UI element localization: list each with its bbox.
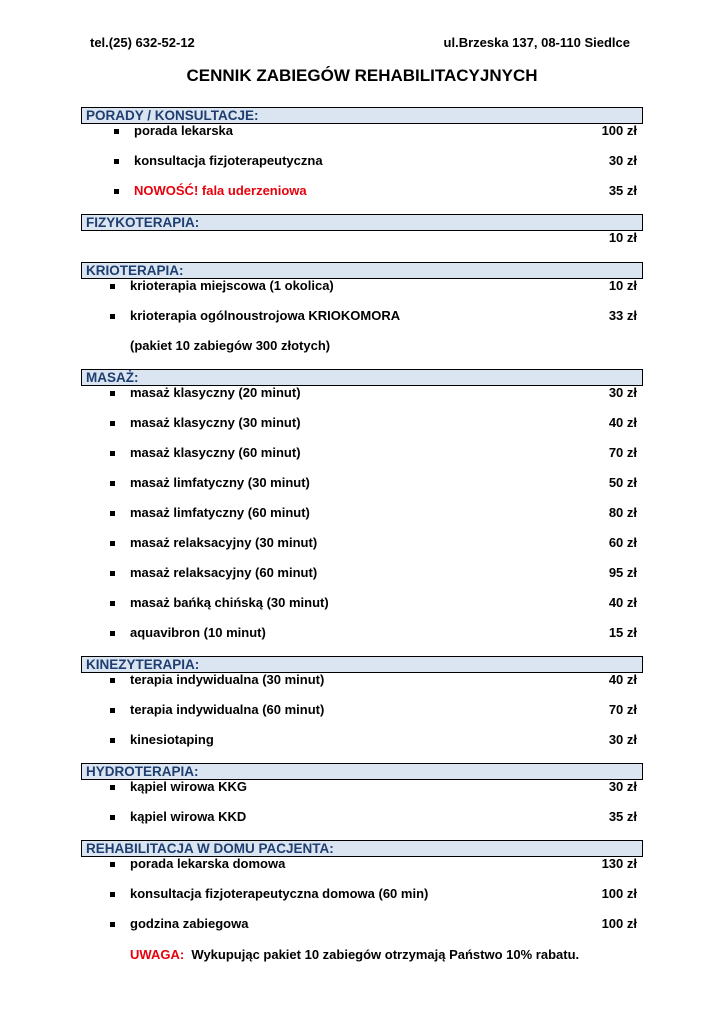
item-label: konsultacja fizjoterapeutyczna domowa (60 min) — [130, 886, 429, 901]
item-price: 40 zł — [608, 595, 637, 610]
item-label: masaż klasyczny (60 minut) — [130, 445, 301, 460]
item-price: 60 zł — [608, 535, 637, 550]
bullet-icon — [114, 189, 119, 194]
list-item — [0, 565, 724, 581]
item-price: 30 zł — [608, 779, 637, 794]
list-item — [0, 385, 724, 401]
list-item — [0, 475, 724, 491]
item-label: kąpiel wirowa KKD — [130, 809, 247, 824]
item-label: masaż relaksacyjny (60 minut) — [130, 565, 318, 580]
bullet-icon — [110, 738, 115, 743]
bullet-icon — [110, 314, 115, 319]
item-label: terapia indywidualna (30 minut) — [130, 672, 325, 687]
list-item — [0, 916, 724, 932]
discount-notice — [0, 947, 724, 963]
bullet-icon — [110, 421, 115, 426]
list-item — [0, 672, 724, 688]
notice-text: Wykupując pakiet 10 zabiegów otrzymają Państwo 10% rabatu. — [191, 947, 580, 962]
item-price: 35 zł — [608, 809, 637, 824]
list-item — [0, 886, 724, 902]
bullet-icon — [110, 481, 115, 486]
item-price: 40 zł — [608, 672, 637, 687]
bullet-icon — [110, 391, 115, 396]
item-price: 100 zł — [601, 886, 637, 901]
item-price: 15 zł — [608, 625, 637, 640]
item-price: 10 zł — [608, 278, 637, 293]
bullet-icon — [110, 451, 115, 456]
section-header-cryotherapy: KRIOTERAPIA: — [81, 262, 643, 279]
list-item — [0, 625, 724, 641]
bullet-icon — [110, 892, 115, 897]
list-item — [0, 809, 724, 825]
bullet-icon — [114, 159, 119, 164]
list-item — [0, 308, 724, 324]
list-item — [0, 595, 724, 611]
item-price: 50 zł — [608, 475, 637, 490]
section-header-kinesiotherapy: KINEZYTERAPIA: — [81, 656, 643, 673]
list-item — [0, 153, 724, 169]
bullet-icon — [110, 862, 115, 867]
phone-number: tel.(25) 632-52-12 — [90, 35, 195, 50]
item-label: masaż klasyczny (30 minut) — [130, 415, 301, 430]
item-label: porada lekarska — [134, 123, 234, 138]
section-header-massage: MASAŻ: — [81, 369, 643, 386]
item-price: 10 zł — [608, 230, 637, 245]
item-price: 40 zł — [608, 415, 637, 430]
item-label-new: NOWOŚĆ! fala uderzeniowa — [134, 183, 307, 198]
bullet-icon — [110, 785, 115, 790]
item-label: godzina zabiegowa — [130, 916, 249, 931]
section-header-home-rehabilitation: REHABILITACJA W DOMU PACJENTA: — [81, 840, 643, 857]
bullet-icon — [110, 511, 115, 516]
list-item — [0, 779, 724, 795]
list-item — [0, 445, 724, 461]
list-item — [0, 183, 724, 199]
list-item — [0, 123, 724, 139]
bullet-icon — [110, 541, 115, 546]
package-note-text: (pakiet 10 zabiegów 300 złotych) — [130, 338, 331, 353]
list-item — [0, 856, 724, 872]
notice-label: UWAGA: — [130, 947, 185, 962]
item-label: masaż bańką chińską (30 minut) — [130, 595, 329, 610]
notice-line — [130, 947, 579, 963]
bullet-icon — [110, 678, 115, 683]
item-label: kąpiel wirowa KKG — [130, 779, 248, 794]
item-label: masaż limfatyczny (60 minut) — [130, 505, 310, 520]
bullet-icon — [110, 601, 115, 606]
bullet-icon — [114, 129, 119, 134]
bullet-icon — [110, 922, 115, 927]
section-header-consultations: PORADY / KONSULTACJE: — [81, 107, 643, 124]
item-label: konsultacja fizjoterapeutyczna — [134, 153, 323, 168]
item-label: masaż klasyczny (20 minut) — [130, 385, 301, 400]
item-price: 100 zł — [601, 916, 637, 931]
list-item — [0, 505, 724, 521]
item-price: 30 zł — [608, 153, 637, 168]
item-price: 70 zł — [608, 445, 637, 460]
section-header-hydrotherapy: HYDROTERAPIA: — [81, 763, 643, 780]
item-price: 30 zł — [608, 732, 637, 747]
list-item — [0, 278, 724, 294]
address: ul.Brzeska 137, 08-110 Siedlce — [443, 35, 630, 50]
package-note — [0, 338, 724, 354]
bullet-icon — [110, 571, 115, 576]
item-price: 130 zł — [601, 856, 637, 871]
item-price: 35 zł — [608, 183, 637, 198]
bullet-icon — [110, 815, 115, 820]
item-price: 70 zł — [608, 702, 637, 717]
item-price: 95 zł — [608, 565, 637, 580]
item-price: 80 zł — [608, 505, 637, 520]
item-label: kinesiotaping — [130, 732, 214, 747]
item-price: 100 zł — [601, 123, 637, 138]
list-item — [0, 702, 724, 718]
item-label: masaż relaksacyjny (30 minut) — [130, 535, 318, 550]
section-header-physiotherapy: FIZYKOTERAPIA: — [81, 214, 643, 231]
list-item — [0, 230, 724, 246]
item-price: 30 zł — [608, 385, 637, 400]
item-label: terapia indywidualna (60 minut) — [130, 702, 325, 717]
bullet-icon — [110, 708, 115, 713]
item-label: porada lekarska domowa — [130, 856, 286, 871]
item-label: masaż limfatyczny (30 minut) — [130, 475, 310, 490]
list-item — [0, 535, 724, 551]
item-price: 33 zł — [608, 308, 637, 323]
list-item — [0, 732, 724, 748]
bullet-icon — [110, 284, 115, 289]
list-item — [0, 415, 724, 431]
page-title: CENNIK ZABIEGÓW REHABILITACYJNYCH — [186, 66, 538, 85]
bullet-icon — [110, 631, 115, 636]
item-label: krioterapia ogólnoustrojowa KRIOKOMORA — [130, 308, 401, 323]
item-label: krioterapia miejscowa (1 okolica) — [130, 278, 334, 293]
item-label: aquavibron (10 minut) — [130, 625, 266, 640]
